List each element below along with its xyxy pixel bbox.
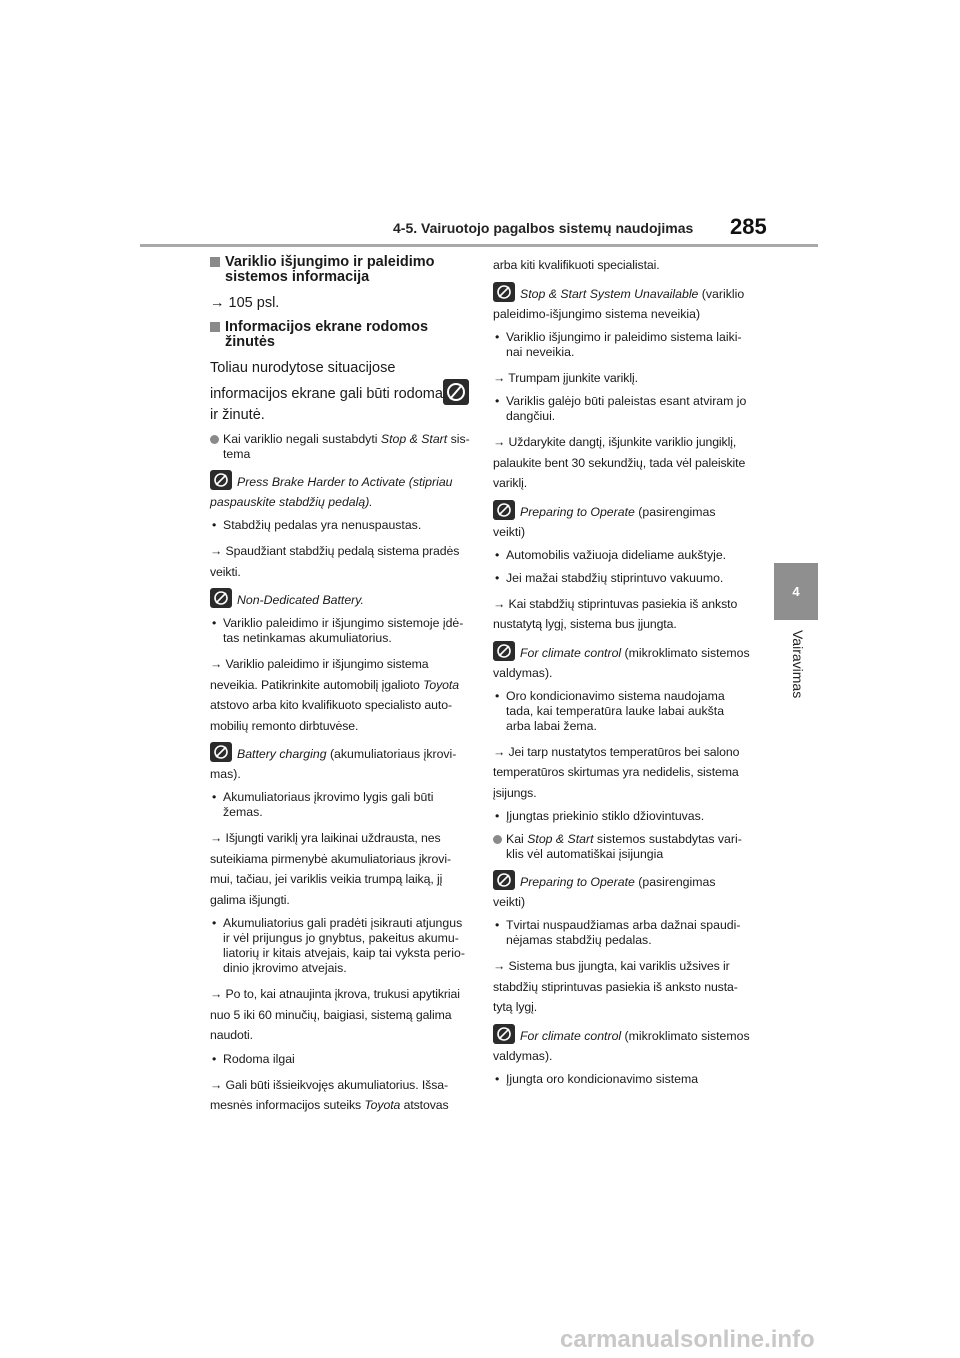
bullet-item: • Įjungta oro kondicionavimo sistema	[493, 1072, 751, 1087]
stop-start-icon	[443, 379, 469, 405]
message-item: Stop & Start System Unavailable (variklio paleidimo-išjungimo sistema neveikia)	[493, 282, 751, 324]
remedy-text: → Kai stabdžių stiprintuvas pasiekia iš anksto nustatytą lygį, sistema bus įjungta.	[493, 596, 738, 631]
condition-item: Kai Stop & Start sistemos sustabdytas vari-klis vėl automatiškai įsijungia	[493, 832, 751, 862]
remedy-text: → Variklio paleidimo ir išjungimo sistema neveikia. Patikrinkite automobilį įgalioto Toyota atstovo arba kito kvalifikuoto specialisto auto-mobilių remonto dirbtuvėse.	[210, 657, 459, 733]
bullet-item: • Variklis galėjo būti paleistas esant atviram jo dangčiui.	[493, 394, 751, 424]
message-item: Preparing to Operate (pasirengimas veikti)	[493, 500, 751, 542]
stop-start-icon	[493, 1024, 515, 1044]
stop-start-icon	[493, 870, 515, 890]
stop-start-icon	[493, 500, 515, 520]
message-item: For climate control (mikroklimato sistemos valdymas).	[493, 641, 751, 683]
stop-start-icon	[210, 470, 232, 490]
bullet-item: • Oro kondicionavimo sistema naudojama tada, kai temperatūra lauke labai aukšta arba labai žema.	[493, 689, 751, 734]
bullet-item: • Rodoma ilgai	[210, 1052, 472, 1067]
remedy-text: → Spaudžiant stabdžių pedalą sistema pradės veikti.	[210, 544, 460, 579]
right-column	[493, 255, 751, 1095]
bullet-item: • Jei mažai stabdžių stiprintuvo vakuumo.	[493, 571, 751, 586]
remedy-text: → Jei tarp nustatytos temperatūros bei salono temperatūros skirtumas yra nedidelis, sistema įsijungs.	[493, 744, 740, 800]
section-heading: Variklio išjungimo ir paleidimo sistemos informacija	[210, 255, 472, 285]
bullet-item: • Variklio paleidimo ir išjungimo sistemoje įdė-tas netinkamas akumuliatorius.	[210, 616, 472, 646]
header-divider	[140, 244, 818, 247]
message-item: Non-Dedicated Battery.	[210, 588, 472, 610]
remedy-text: → Trumpam įjunkite variklį.	[493, 370, 638, 385]
square-bullet-icon	[210, 322, 220, 332]
bullet-item: • Variklio išjungimo ir paleidimo sistema laiki-nai neveikia.	[493, 330, 751, 360]
page-reference[interactable]: → 105 psl.	[210, 295, 280, 311]
stop-start-icon	[493, 282, 515, 302]
intro-text: Toliau nurodytose situacijose informacijos ekrane gali būti rodoma ir žinutė.	[210, 358, 472, 426]
message-item: Battery charging (akumuliatoriaus įkrovi-mas).	[210, 742, 472, 784]
remedy-text: → Išjungti variklį yra laikinai uždrausta, nes suteikiama pirmenybė akumuliatoriaus įkrovi-mui, tačiau, jei variklis veikia trumpą laiką, jį galima išjungti.	[210, 831, 451, 907]
bullet-item: • Akumuliatoriaus įkrovimo lygis gali būti žemas.	[210, 790, 472, 820]
condition-item: Kai variklio negali sustabdyti Stop & Start sis-tema	[210, 432, 472, 462]
stop-start-icon	[210, 742, 232, 762]
message-item: For climate control (mikroklimato sistemos valdymas).	[493, 1024, 751, 1066]
remedy-text: → Uždarykite dangtį, išjunkite variklio jungiklį, palaukite bent 30 sekundžių, tada vėl paleiskite variklį.	[493, 435, 746, 490]
circle-bullet-icon	[210, 435, 219, 444]
bullet-item: • Stabdžių pedalas yra nenuspaustas.	[210, 518, 472, 533]
bullet-item: • Įjungtas priekinio stiklo džiovintuvas.	[493, 809, 751, 824]
circle-bullet-icon	[493, 835, 502, 844]
stop-start-icon	[493, 641, 515, 661]
remedy-text: → Gali būti išsieikvojęs akumuliatorius. Išsa-mesnės informacijos suteiks Toyota atstovas	[210, 1077, 449, 1112]
chapter-tab[interactable]: 4	[774, 563, 818, 620]
section-title: 4-5. Vairuotojo pagalbos sistemų naudojimas	[393, 220, 694, 236]
watermark: carmanualsonline.info	[560, 1326, 815, 1353]
message-item: Press Brake Harder to Activate (stipriau paspauskite stabdžių pedalą).	[210, 470, 472, 512]
chapter-label: Vairavimas	[790, 630, 806, 699]
left-column	[210, 255, 472, 1122]
stop-start-icon	[210, 588, 232, 608]
square-bullet-icon	[210, 257, 220, 267]
continued-text: arba kiti kvalifikuoti specialistai.	[493, 258, 660, 272]
remedy-text: → Sistema bus įjungta, kai variklis užsives ir stabdžių stiprintuvas pasiekia iš anksto nusta-tytą lygį.	[493, 959, 738, 1014]
bullet-item: • Automobilis važiuoja dideliame aukštyje.	[493, 548, 751, 563]
section-heading: Informacijos ekrane rodomos žinutės	[210, 320, 472, 350]
message-item: Preparing to Operate (pasirengimas veikti)	[493, 870, 751, 912]
bullet-item: • Tvirtai nuspaudžiamas arba dažnai spaudi-nėjamas stabdžių pedalas.	[493, 918, 751, 948]
remedy-text: → Po to, kai atnaujinta įkrova, trukusi apytikriai nuo 5 iki 60 minučių, baigiasi, sistemą galima naudoti.	[210, 987, 460, 1042]
bullet-item: • Akumuliatorius gali pradėti įsikrauti atjungus ir vėl prijungus jo gnybtus, pakeitus akumu-liatorių ir kitais atvejais, kaip tai vyksta perio-dinio įkrovimo atvejais.	[210, 916, 472, 976]
page-number: 285	[730, 214, 767, 239]
